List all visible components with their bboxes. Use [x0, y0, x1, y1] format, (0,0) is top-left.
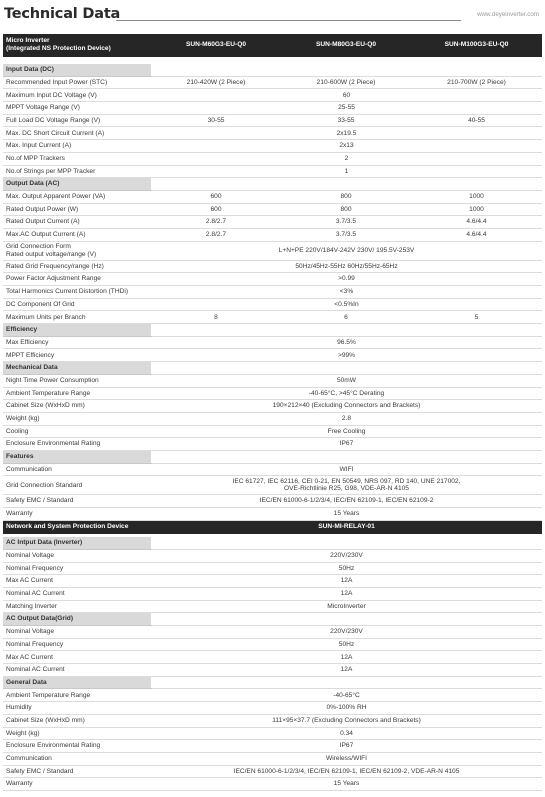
spec-value: 8 — [151, 311, 281, 324]
spec-value: 30-55 — [151, 114, 281, 127]
spec-row — [3, 495, 542, 508]
spec-label: Safety EMC / Standard — [3, 495, 151, 508]
spec-value: 4.6/4.4 — [411, 228, 542, 241]
spec-label: Power Factor Adjustment Range — [3, 273, 151, 286]
spec-label: Warranty — [3, 778, 151, 791]
spec-row — [3, 102, 542, 115]
spec-value: IEC/EN 61000-6-1/2/3/4, IEC/EN 62109-1, IEC/EN 62109-2 — [151, 495, 542, 508]
spec-value: 60 — [151, 89, 542, 102]
spec-value: 1000 — [411, 190, 542, 203]
spec-row — [3, 228, 542, 241]
spec-label: Max.AC Output Current (A) — [3, 228, 151, 241]
section-spacer-cell — [151, 64, 542, 77]
spec-label: Nominal AC Current — [3, 664, 151, 677]
model-header-label: Micro Inverter (Integrated NS Protection Device) — [3, 34, 151, 56]
spec-value: 2 — [151, 152, 542, 165]
spec-value: 15 Years — [151, 508, 542, 521]
spec-row — [3, 216, 542, 229]
spec-label: Max AC Current — [3, 651, 151, 664]
page-header — [4, 0, 541, 32]
spec-value: 12A — [151, 651, 542, 664]
spec-row — [3, 286, 542, 299]
spec-value: 6 — [281, 311, 411, 324]
spec-value: L+N+PE 220V/184V-242V 230V/ 195.5V-253V — [151, 241, 542, 260]
spec-row — [3, 626, 542, 639]
website-url: www.deyeinverter.com — [477, 11, 539, 18]
spec-row — [3, 298, 542, 311]
spec-label: Communication — [3, 752, 151, 765]
spec-label: Ambient Temperature Range — [3, 689, 151, 702]
spec-value: 50Hz/45Hz-55Hz 60Hz/55Hz-65Hz — [151, 260, 542, 273]
spec-value: 210-600W (2 Piece) — [281, 76, 411, 89]
spec-value: 50mW — [151, 374, 542, 387]
spec-value: 600 — [151, 190, 281, 203]
spec-label: Safety EMC / Standard — [3, 765, 151, 778]
spec-label: Rated Output Current (A) — [3, 216, 151, 229]
section-title: AC Intput Data (Inverter) — [3, 537, 151, 550]
section-title: Input Data (DC) — [3, 64, 151, 77]
spec-row — [3, 702, 542, 715]
spec-value: 1 — [151, 165, 542, 178]
spacer-row — [3, 56, 542, 64]
spec-label: Grid Connection Standard — [3, 476, 151, 495]
spec-row — [3, 587, 542, 600]
section-spacer-cell — [151, 676, 542, 689]
spec-label: Rated Output Power (W) — [3, 203, 151, 216]
spec-row — [3, 412, 542, 425]
spec-row — [3, 336, 542, 349]
spec-row — [3, 400, 542, 413]
spec-label: Weight (kg) — [3, 412, 151, 425]
spec-label: Maximum Input DC Voltage (V) — [3, 89, 151, 102]
spec-value: -40-65°C, >45°C Derating — [151, 387, 542, 400]
spec-value: IP67 — [151, 740, 542, 753]
spec-value: WIFI — [151, 463, 542, 476]
spec-value: 12A — [151, 587, 542, 600]
spec-value: 2x19.5 — [151, 127, 542, 140]
spec-label: Weight (kg) — [3, 727, 151, 740]
spec-value: 190×212×40 (Excluding Connectors and Brackets) — [151, 400, 542, 413]
section-header-row — [3, 64, 542, 77]
spec-label: Warranty — [3, 508, 151, 521]
section-header-row — [3, 178, 542, 191]
section-header-row — [3, 450, 542, 463]
spec-row — [3, 778, 542, 791]
spec-row — [3, 600, 542, 613]
spec-row — [3, 311, 542, 324]
spec-row — [3, 727, 542, 740]
spec-row — [3, 689, 542, 702]
spec-label: Maximum Units per Branch — [3, 311, 151, 324]
model-name: SUN-MI-RELAY-01 — [151, 520, 542, 533]
spec-label: Enclosure Environmental Rating — [3, 740, 151, 753]
spec-label: No.of Strings per MPP Tracker — [3, 165, 151, 178]
spec-value: <0.5%In — [151, 298, 542, 311]
spec-label: Communication — [3, 463, 151, 476]
spec-value: 220V/230V — [151, 626, 542, 639]
spec-value: 12A — [151, 664, 542, 677]
spec-value: 25-55 — [151, 102, 542, 115]
page-title: Technical Data — [4, 6, 121, 22]
spec-value: 2.8 — [151, 412, 542, 425]
section-header-row — [3, 324, 542, 337]
spec-label: Recommended Input Power (STC) — [3, 76, 151, 89]
spec-row — [3, 549, 542, 562]
spacer-cell — [3, 56, 542, 64]
spec-row — [3, 127, 542, 140]
spec-label: Max. Input Current (A) — [3, 140, 151, 153]
spec-label: Full Load DC Voltage Range (V) — [3, 114, 151, 127]
spec-value: >0.99 — [151, 273, 542, 286]
section-header-row — [3, 362, 542, 375]
spec-value: Wireless/WIFI — [151, 752, 542, 765]
model-name: SUN-M60G3-EU-Q0 — [151, 34, 281, 56]
spec-value: 600 — [151, 203, 281, 216]
section-title: Mechanical Data — [3, 362, 151, 375]
spec-value: 111×95×37.7 (Excluding Connectors and Brackets) — [151, 714, 542, 727]
spec-value: Free Cooling — [151, 425, 542, 438]
spec-label: Ambient Temperature Range — [3, 387, 151, 400]
spec-value: IP67 — [151, 438, 542, 451]
spec-value: -40-65°C — [151, 689, 542, 702]
spec-row — [3, 575, 542, 588]
spec-row — [3, 765, 542, 778]
spec-value: >99% — [151, 349, 542, 362]
spec-row — [3, 152, 542, 165]
spec-row — [3, 165, 542, 178]
spec-label: Nominal Voltage — [3, 626, 151, 639]
spec-label: Max Efficiency — [3, 336, 151, 349]
spec-row — [3, 638, 542, 651]
spec-label: Max. DC Short Circuit Current (A) — [3, 127, 151, 140]
spec-row — [3, 190, 542, 203]
section-title: Features — [3, 450, 151, 463]
spec-value: 96.5% — [151, 336, 542, 349]
spec-row — [3, 740, 542, 753]
section-spacer-cell — [151, 324, 542, 337]
spec-label: Cooling — [3, 425, 151, 438]
spec-label: Cabinet Size (WxHxD mm) — [3, 400, 151, 413]
spec-row — [3, 260, 542, 273]
model-header-row — [3, 34, 542, 56]
spec-row — [3, 664, 542, 677]
spec-value: 210-700W (2 Piece) — [411, 76, 542, 89]
spec-label: Max. Output Apparent Power (VA) — [3, 190, 151, 203]
spec-row — [3, 562, 542, 575]
spec-label: Rated Grid Frequency/range (Hz) — [3, 260, 151, 273]
spec-label: MPPT Voltage Range (V) — [3, 102, 151, 115]
section-spacer-cell — [151, 613, 542, 626]
section-header-row — [3, 537, 542, 550]
spec-row — [3, 349, 542, 362]
spec-value: MicroInverter — [151, 600, 542, 613]
spec-label: Matching Inverter — [3, 600, 151, 613]
spec-row — [3, 89, 542, 102]
spec-value: 0%-100% RH — [151, 702, 542, 715]
spec-value: 800 — [281, 190, 411, 203]
spec-row — [3, 752, 542, 765]
spec-label: Night Time Power Consumption — [3, 374, 151, 387]
spec-label: Nominal Voltage — [3, 549, 151, 562]
section-title: AC Output Data(Grid) — [3, 613, 151, 626]
section-title: Output Data (AC) — [3, 178, 151, 191]
spec-label: Total Harmonics Current Distortion (THDi) — [3, 286, 151, 299]
spec-value: 4.6/4.4 — [411, 216, 542, 229]
spec-value: 40-55 — [411, 114, 542, 127]
spec-value: 220V/230V — [151, 549, 542, 562]
spec-value: 15 Years — [151, 778, 542, 791]
spec-label: Nominal Frequency — [3, 638, 151, 651]
spec-row — [3, 76, 542, 89]
spec-value: <3% — [151, 286, 542, 299]
spec-value: 2.8/2.7 — [151, 216, 281, 229]
model-name: SUN-M100G3-EU-Q0 — [411, 34, 542, 56]
spec-row — [3, 508, 542, 521]
spec-label: Nominal Frequency — [3, 562, 151, 575]
spec-value: 5 — [411, 311, 542, 324]
section-spacer-cell — [151, 362, 542, 375]
spec-row — [3, 241, 542, 260]
section-header-row — [3, 676, 542, 689]
header-rule — [116, 20, 461, 21]
spec-row — [3, 476, 542, 495]
spec-label: Humidity — [3, 702, 151, 715]
spec-value: 12A — [151, 575, 542, 588]
spec-value: 2x13 — [151, 140, 542, 153]
spec-row — [3, 140, 542, 153]
spec-row — [3, 387, 542, 400]
spec-label: Grid Connection Form Rated output voltage/range (V) — [3, 241, 151, 260]
spec-label: Cabinet Size (WxHxD mm) — [3, 714, 151, 727]
spec-value: 3.7/3.5 — [281, 228, 411, 241]
spec-row — [3, 651, 542, 664]
spec-value: 1000 — [411, 203, 542, 216]
spec-row — [3, 425, 542, 438]
spec-row — [3, 438, 542, 451]
section-spacer-cell — [151, 178, 542, 191]
spec-value: 210-420W (2 Piece) — [151, 76, 281, 89]
model-name: SUN-M80G3-EU-Q0 — [281, 34, 411, 56]
spec-table-body — [3, 34, 542, 790]
spec-label: MPPT Efficiency — [3, 349, 151, 362]
spec-label: Max AC Current — [3, 575, 151, 588]
spec-label: No.of MPP Trackers — [3, 152, 151, 165]
spec-table — [3, 34, 542, 791]
spec-label: Nominal AC Current — [3, 587, 151, 600]
spec-row — [3, 273, 542, 286]
spec-value: 3.7/3.5 — [281, 216, 411, 229]
model-header-label: Network and System Protection Device — [3, 520, 151, 533]
section-title: Efficiency — [3, 324, 151, 337]
model-header-row — [3, 520, 542, 533]
spec-value: 2.8/2.7 — [151, 228, 281, 241]
spec-value: IEC/EN 61000-6-1/2/3/4, IEC/EN 62109-1, IEC/EN 62109-2, VDE-AR-N 4105 — [151, 765, 542, 778]
spec-value: 800 — [281, 203, 411, 216]
spec-value: 50Hz — [151, 562, 542, 575]
section-spacer-cell — [151, 450, 542, 463]
spec-label: Enclosure Environmental Rating — [3, 438, 151, 451]
spec-label: DC Component Of Grid — [3, 298, 151, 311]
spec-row — [3, 203, 542, 216]
spec-row — [3, 463, 542, 476]
spec-value: 0.34 — [151, 727, 542, 740]
section-spacer-cell — [151, 537, 542, 550]
spec-value: 33-55 — [281, 114, 411, 127]
spec-value: IEC 61727, IEC 62116, CEI 0-21, EN 50549, NRS 097, RD 140, UNE 217002, OVE-Richtlinie R25, G98, VDE-AR-N 4105 — [151, 476, 542, 495]
spec-row — [3, 374, 542, 387]
section-header-row — [3, 613, 542, 626]
spec-value: 50Hz — [151, 638, 542, 651]
spec-row — [3, 114, 542, 127]
spec-row — [3, 714, 542, 727]
section-title: General Data — [3, 676, 151, 689]
